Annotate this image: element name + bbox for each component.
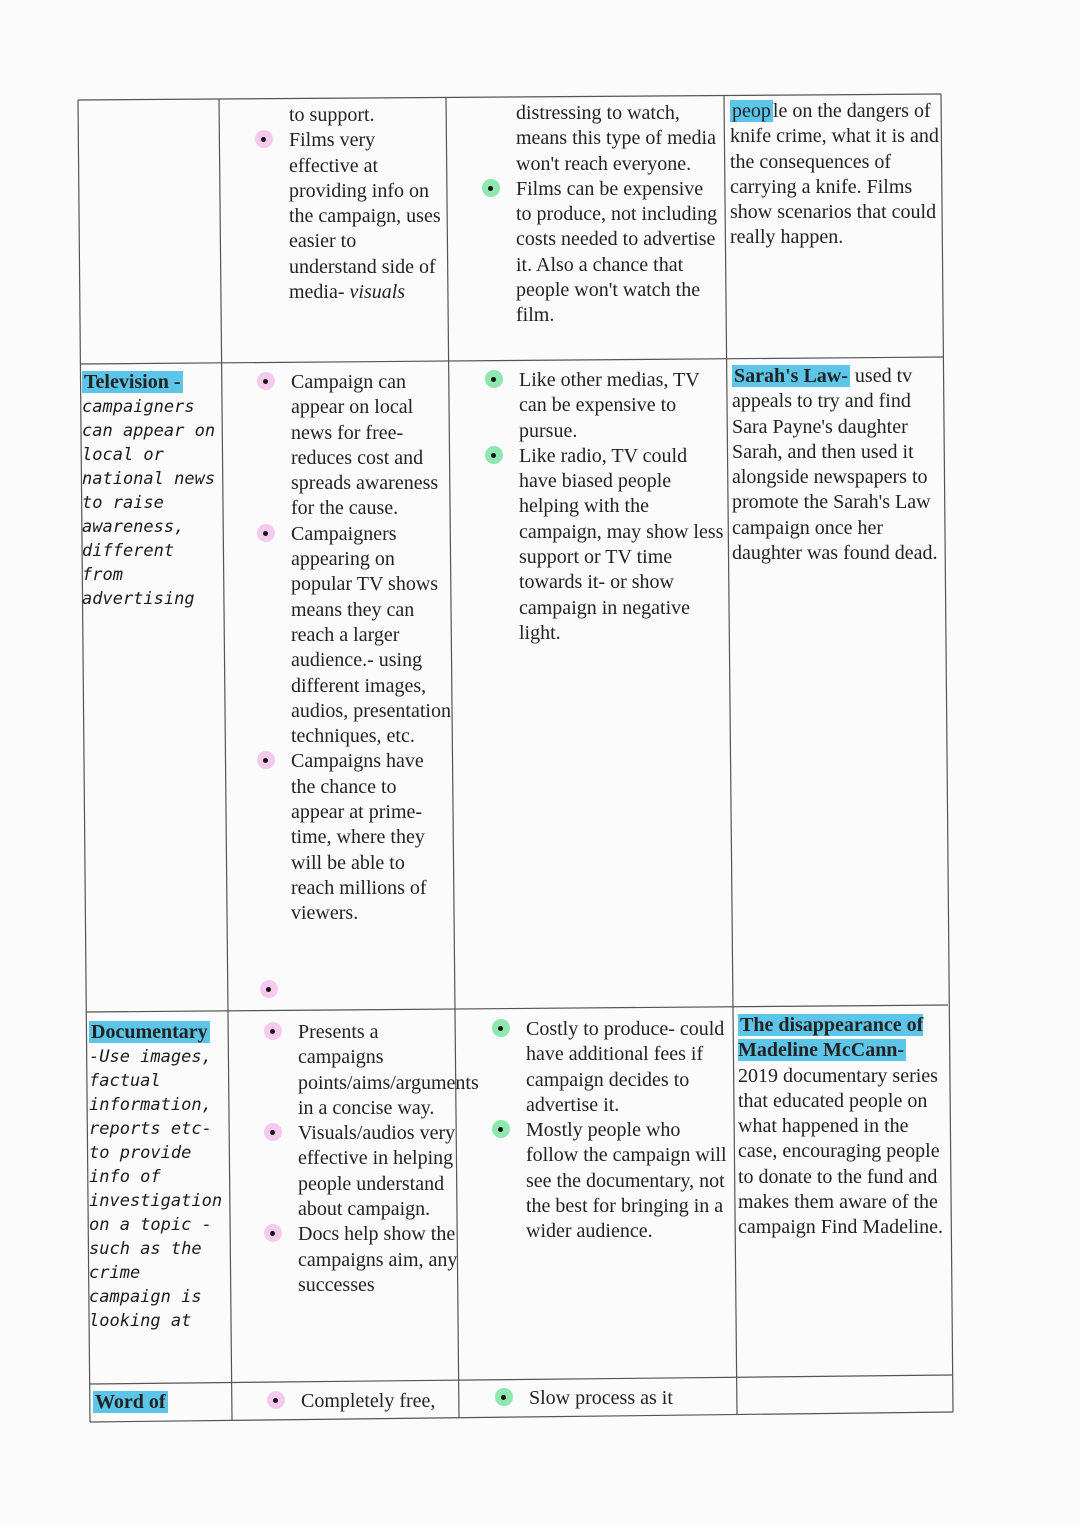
row-label-documentary: Documentary [91, 1021, 208, 1043]
handwritten-note: -Use images, factual information, reports etc- to provide info of investigation on a topic - such as the crime campaign is looking at [89, 1047, 223, 1332]
bullet-text: Campaigns have the chance to appear at prime-time, where they will be able to reach millions of viewers. [291, 750, 427, 925]
row4-disadvantages [529, 1386, 734, 1411]
example-body: 2019 documentary series that educated people on what happened in the case, encouraging people to donate to the fund and makes them aware of the campaign Find Madeline. [738, 1064, 943, 1239]
row1-disadvantages [516, 101, 721, 329]
row2-advantages [291, 370, 451, 927]
row1-advantages-intro: to support. [289, 104, 375, 126]
bullet-item [291, 522, 451, 750]
bullet-item [298, 1222, 458, 1298]
row-line-2 [86, 1005, 948, 1012]
green-bullet-icon [492, 1019, 510, 1037]
bullet-text: Films very effective at providing info on the campaign, uses easier to understand side of media- [289, 129, 441, 304]
bullet-text: Visuals/audios very effective in helping people understand about campaign. [298, 1122, 456, 1221]
row2-label-cell [82, 370, 222, 611]
bullet-item [298, 1121, 458, 1222]
example-text [732, 364, 942, 566]
bullet-text: Presents a campaigns points/aims/arguments in a concise way. [298, 1021, 479, 1119]
bullet-item [291, 749, 451, 926]
row-label-word-of: Word of [95, 1391, 166, 1413]
bullet-item [298, 1020, 479, 1121]
highlighted-text: Sarah's Law- [734, 365, 848, 387]
row4-label-cell [93, 1390, 233, 1415]
italic-text: visuals [349, 281, 406, 304]
row1-example [730, 99, 940, 251]
bullet-item [526, 1118, 731, 1244]
row3-advantages [298, 1020, 479, 1298]
green-bullet-icon [485, 446, 503, 464]
row-line-3 [89, 1375, 952, 1384]
bullet-text: Completely free, [301, 1390, 436, 1412]
row3-label-cell [89, 1020, 229, 1333]
bullet-item [526, 1017, 731, 1118]
green-bullet-icon [485, 370, 503, 388]
pink-mark-icon [260, 980, 278, 998]
row4-advantages [301, 1389, 461, 1414]
bullet-text: Docs help show the campaigns aim, any successes [298, 1223, 458, 1296]
row3-disadvantages [526, 1017, 731, 1245]
row-line-1 [80, 357, 943, 364]
pink-bullet-icon [257, 524, 275, 542]
bullet-text: Like other medias, TV can be expensive to pursue. [519, 369, 700, 442]
highlighted-text: peop [732, 100, 771, 122]
bullet-item [519, 444, 724, 646]
bullet-text: Slow process as it [529, 1387, 673, 1409]
pink-bullet-icon [267, 1391, 285, 1409]
bullet-text: Like radio, TV could have biased people helping with the campaign, may show less support or TV time towards it- or show campaign in negative light. [519, 444, 724, 644]
bullet-text: Campaign can appear on local news for free- reduces cost and spreads awareness for the cause. [291, 371, 439, 520]
example-text [730, 99, 940, 251]
row1-advantages [289, 103, 447, 305]
bullet-item [529, 1386, 734, 1411]
row3-example [738, 1013, 948, 1241]
bullet-item [291, 370, 451, 522]
row-label-television: Television - [84, 371, 181, 393]
pink-bullet-icon [264, 1022, 282, 1040]
bullet-item [516, 177, 721, 329]
bullet-item [519, 368, 724, 444]
row2-disadvantages [519, 368, 724, 646]
bullet-text: Films can be expensive to produce, not including costs needed to advertise it. Also a chance that people won't watch the film. [516, 177, 718, 327]
bullet-item [301, 1389, 461, 1414]
bullet-item [289, 128, 447, 305]
highlighted-text: The disappearance of Madeline McCann- [738, 1014, 924, 1062]
bullet-text: Costly to produce- could have additional fees if campaign decides to advertise it. [526, 1018, 725, 1116]
row2-example [732, 364, 942, 566]
handwritten-note: campaigners can appear on local or national news to raise awareness, different from advertising [82, 397, 216, 610]
row1-disadvantages-intro: distressing to watch, means this type of media won't reach everyone. [516, 102, 716, 175]
example-body: le on the dangers of knife crime, what it is and the consequences of carrying a knife. Films show scenarios that could really happen. [730, 100, 939, 249]
pink-bullet-icon [257, 372, 275, 390]
green-bullet-icon [495, 1388, 513, 1406]
example-body: used tv appeals to try and find Sara Payne's daughter Sarah, and then used it alongside newspapers to promote the Sarah's Law campaign once her daughter was found dead. [732, 365, 938, 565]
bullet-text: Campaigners appearing on popular TV shows means they can reach a larger audience.- using different images, audios, presentation techniques, etc. [291, 522, 451, 748]
green-bullet-icon [482, 179, 500, 197]
bullet-text: Mostly people who follow the campaign will see the documentary, not the best for bringing in a wider audience. [526, 1119, 727, 1243]
